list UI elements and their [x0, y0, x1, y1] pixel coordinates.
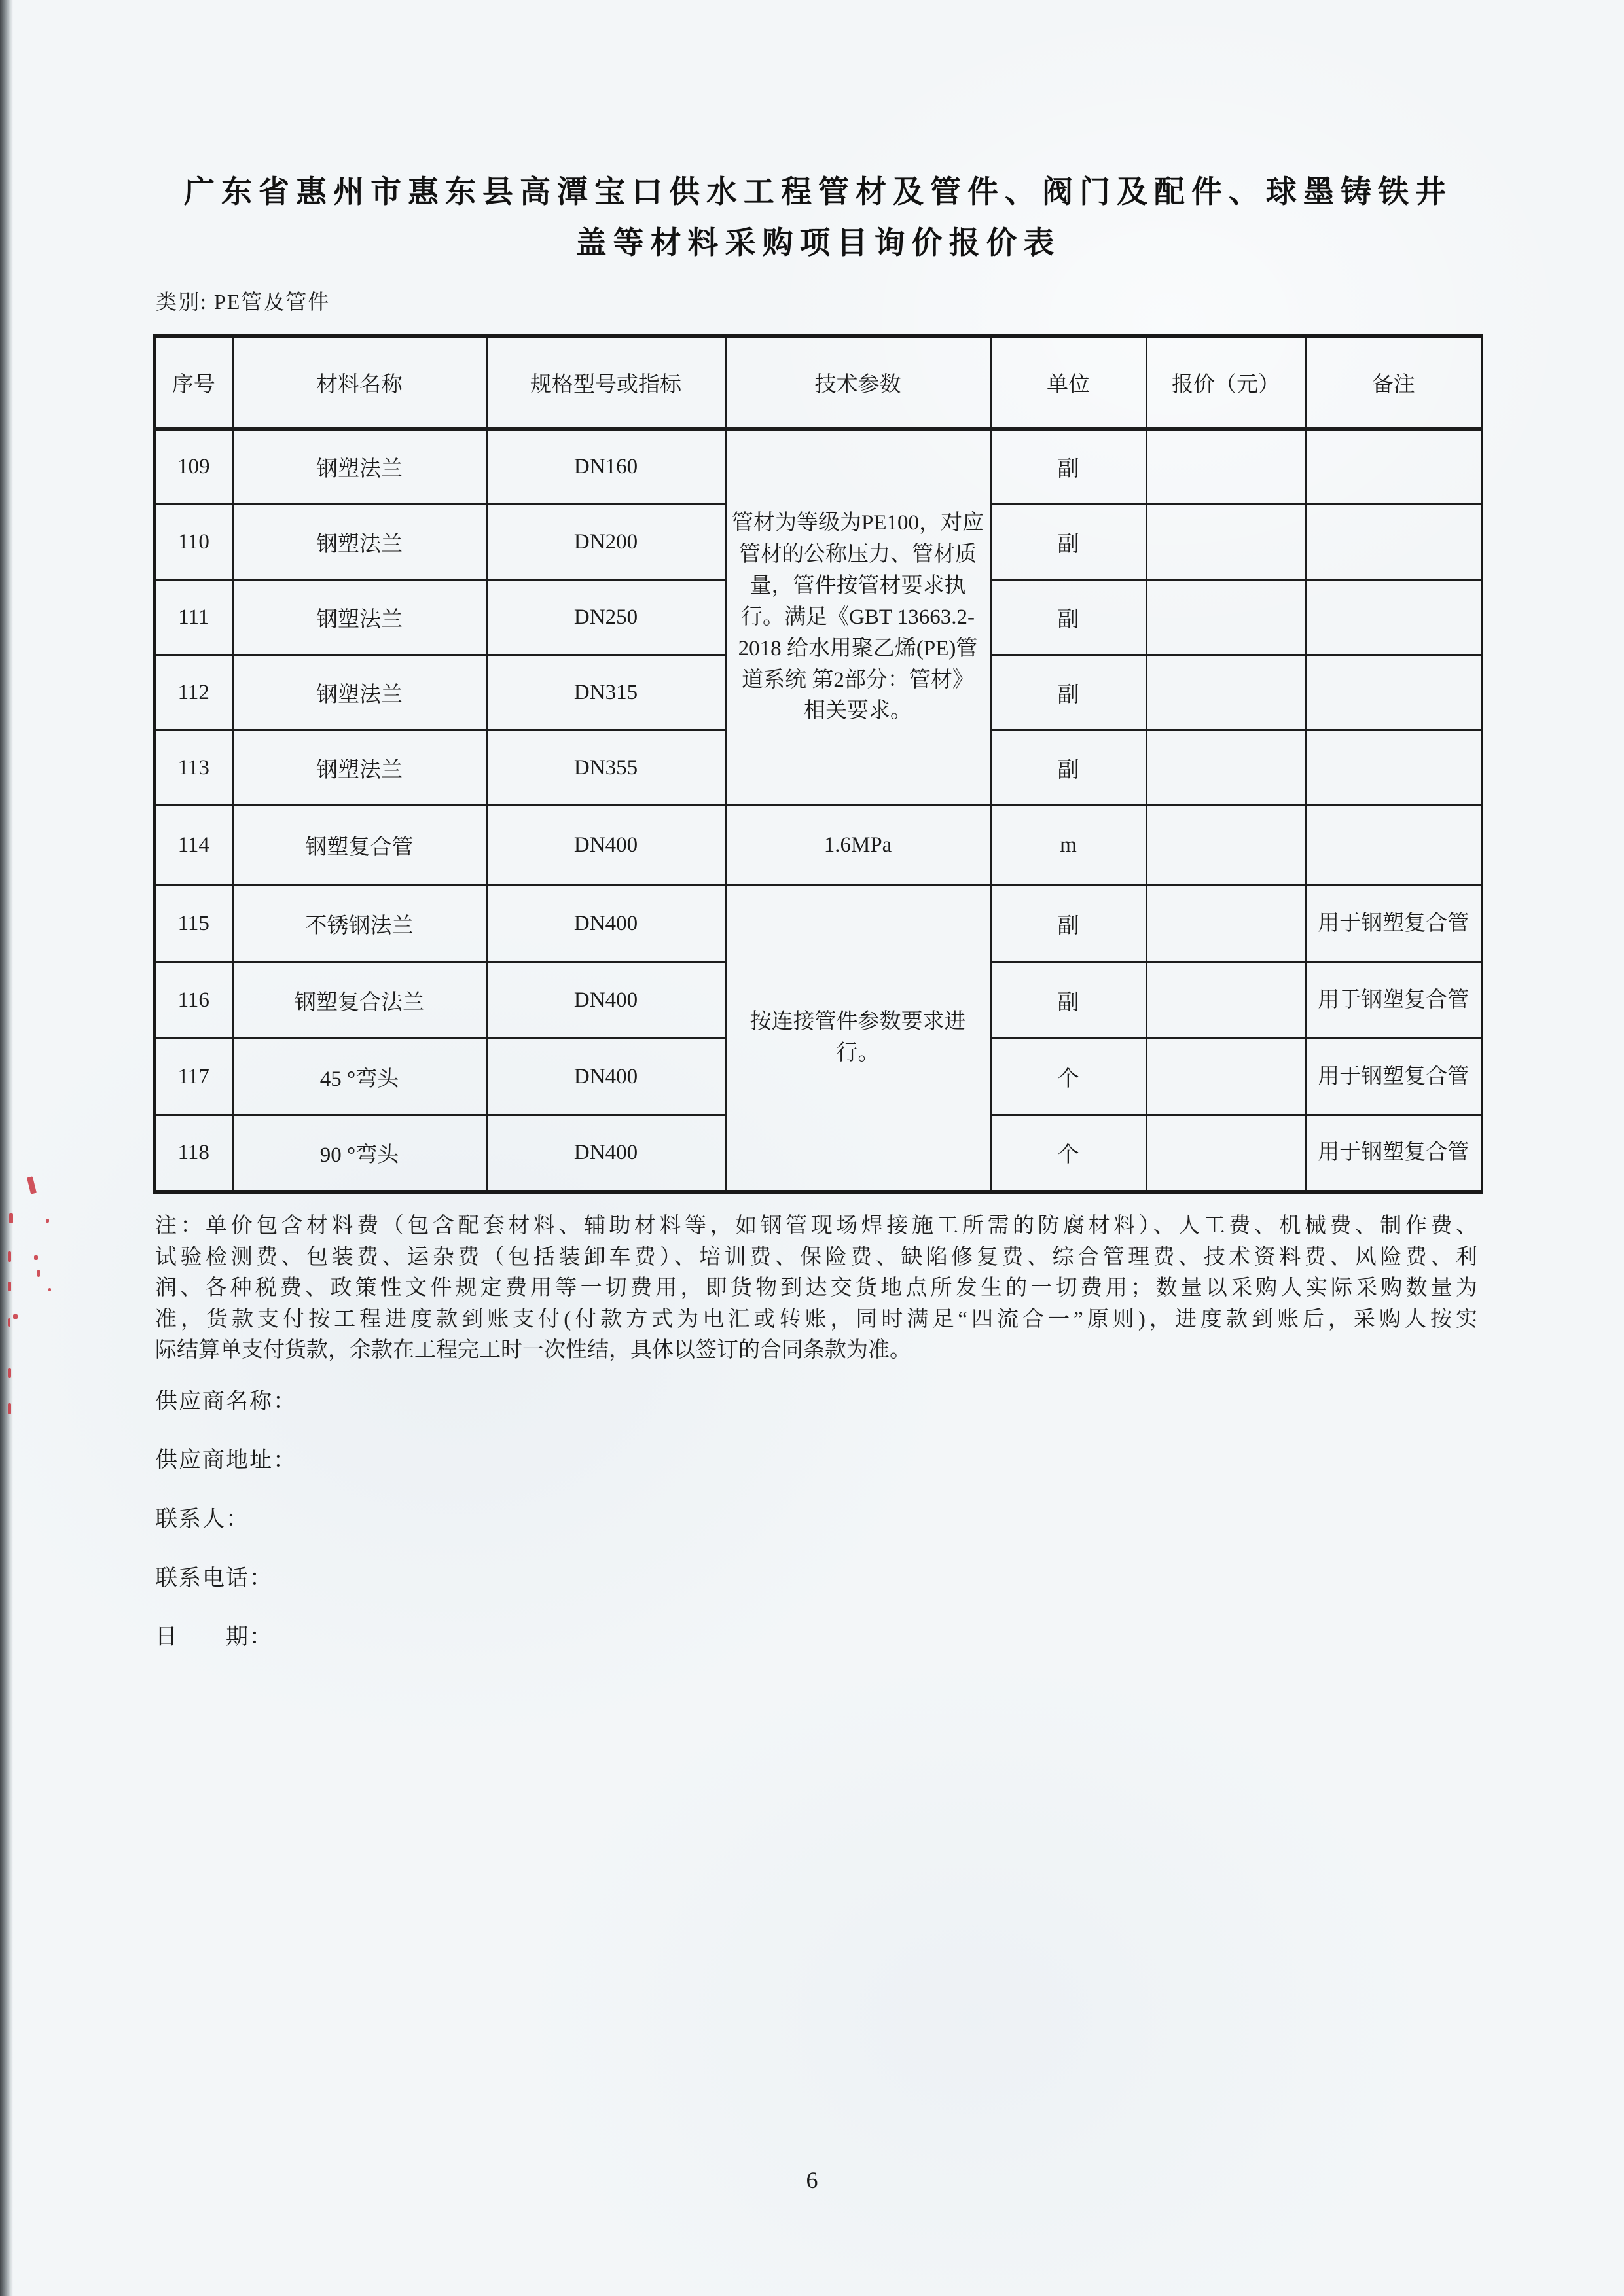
cell-unit: 个	[990, 1039, 1146, 1115]
cell-seq: 116	[154, 962, 232, 1039]
cell-unit: 副	[990, 429, 1146, 505]
red-scan-artifact	[13, 1314, 18, 1319]
note-line-2: 试验检测费、包装费、运杂费（包括装卸车费）、培训费、保险费、缺陷修复费、综合管理费、技术资料费、风险费、利	[155, 1245, 1477, 1269]
cell-spec: DN400	[486, 1039, 725, 1115]
cell-remark	[1305, 429, 1482, 505]
red-scan-artifact	[8, 1368, 11, 1378]
header-seq: 序号	[154, 336, 232, 429]
supplier-name-label: 供应商名称：	[155, 1390, 297, 1414]
note-line-5: 际结算单支付货款，余款在工程完工时一次性结，具体以签订的合同条款为准。	[155, 1338, 911, 1362]
cell-material-name: 钢塑法兰	[232, 505, 486, 580]
cell-spec: DN315	[486, 655, 725, 730]
contact-person-label: 联系人：	[155, 1507, 249, 1532]
cell-spec: DN200	[486, 505, 725, 580]
table-row-109	[154, 429, 1482, 505]
cell-material-name: 钢塑复合管	[232, 806, 486, 886]
cell-price	[1146, 505, 1305, 580]
header-tech-params: 技术参数	[725, 336, 990, 429]
cell-price	[1146, 580, 1305, 655]
cell-remark: 用于钢塑复合管	[1305, 962, 1482, 1039]
red-scan-artifact	[9, 1213, 13, 1223]
note-line-4: 准，货款支付按工程进度款到账支付(付款方式为电汇或转账，同时满足“四流合一”原则)，进度款到账后，采购人按实	[155, 1307, 1477, 1331]
red-scan-artifact	[8, 1251, 11, 1262]
page-number: 6	[806, 2167, 818, 2193]
cell-material-name: 钢塑复合法兰	[232, 962, 486, 1039]
scan-edge-artifact	[0, 0, 13, 2296]
quotation-table	[153, 334, 1483, 1194]
cell-tech-params-merged-pe: 管材为等级为PE100，对应管材的公称压力、管材质量，管件按管材要求执行。满足《GBT 13663.2-2018 给水用聚乙烯(PE)管道系统 第2部分：管材》相关要求。	[725, 429, 990, 806]
cell-seq: 117	[154, 1039, 232, 1115]
cell-tech-params-merged-connection: 按连接管件参数要求进行。	[725, 886, 990, 1192]
cell-price	[1146, 962, 1305, 1039]
table-row-115	[154, 886, 1482, 962]
cell-price	[1146, 806, 1305, 886]
cell-spec: DN160	[486, 429, 725, 505]
red-scan-artifact	[27, 1176, 37, 1194]
cell-price	[1146, 730, 1305, 806]
table-header-row	[154, 336, 1482, 429]
cell-seq: 118	[154, 1115, 232, 1192]
cell-spec: DN400	[486, 1115, 725, 1192]
header-remark: 备注	[1305, 336, 1482, 429]
table-row-114	[154, 806, 1482, 886]
cell-seq: 114	[154, 806, 232, 886]
header-unit: 单位	[990, 336, 1146, 429]
red-scan-artifact	[48, 1288, 51, 1291]
cell-remark	[1305, 806, 1482, 886]
category-label: 类别: PE管及管件	[156, 290, 331, 314]
header-spec: 规格型号或指标	[486, 336, 725, 429]
cell-seq: 109	[154, 429, 232, 505]
cell-material-name: 不锈钢法兰	[232, 886, 486, 962]
cell-tech-params: 1.6MPa	[725, 806, 990, 886]
cell-spec: DN355	[486, 730, 725, 806]
red-scan-artifact	[8, 1318, 10, 1327]
cell-spec: DN400	[486, 886, 725, 962]
date-label: 日 期：	[155, 1625, 273, 1649]
document-title	[157, 166, 1479, 268]
cell-price	[1146, 1115, 1305, 1192]
cell-price	[1146, 429, 1305, 505]
red-scan-artifact	[8, 1282, 11, 1291]
cell-price	[1146, 655, 1305, 730]
contact-phone-label: 联系电话：	[155, 1566, 273, 1590]
cell-unit: 个	[990, 1115, 1146, 1192]
cell-seq: 115	[154, 886, 232, 962]
note-paragraph	[155, 1211, 1477, 1367]
cell-seq: 110	[154, 505, 232, 580]
cell-spec: DN250	[486, 580, 725, 655]
cell-spec: DN400	[486, 806, 725, 886]
cell-unit: 副	[990, 580, 1146, 655]
cell-unit: 副	[990, 655, 1146, 730]
cell-remark	[1305, 730, 1482, 806]
cell-unit: 副	[990, 886, 1146, 962]
supplier-address-label: 供应商地址：	[155, 1448, 297, 1473]
cell-material-name: 钢塑法兰	[232, 655, 486, 730]
title-line-2: 盖等材料采购项目询价报价表	[575, 225, 1061, 260]
cell-unit: 副	[990, 730, 1146, 806]
header-material-name: 材料名称	[232, 336, 486, 429]
cell-unit: m	[990, 806, 1146, 886]
cell-seq: 113	[154, 730, 232, 806]
cell-unit: 副	[990, 962, 1146, 1039]
red-scan-artifact	[34, 1255, 38, 1260]
cell-material-name: 45 °弯头	[232, 1039, 486, 1115]
cell-remark: 用于钢塑复合管	[1305, 1039, 1482, 1115]
red-scan-artifact	[37, 1270, 40, 1277]
cell-price	[1146, 886, 1305, 962]
note-line-1: 注：单价包含材料费（包含配套材料、辅助材料等，如钢管现场焊接施工所需的防腐材料）、人工费、机械费、制作费、	[155, 1214, 1477, 1238]
cell-remark: 用于钢塑复合管	[1305, 1115, 1482, 1192]
cell-remark: 用于钢塑复合管	[1305, 886, 1482, 962]
red-scan-artifact	[46, 1219, 49, 1223]
cell-material-name: 钢塑法兰	[232, 580, 486, 655]
cell-unit: 副	[990, 505, 1146, 580]
cell-material-name: 钢塑法兰	[232, 429, 486, 505]
red-scan-artifact	[8, 1403, 11, 1414]
cell-material-name: 90 °弯头	[232, 1115, 486, 1192]
cell-remark	[1305, 580, 1482, 655]
cell-seq: 112	[154, 655, 232, 730]
cell-remark	[1305, 655, 1482, 730]
cell-spec: DN400	[486, 962, 725, 1039]
title-line-1: 广东省惠州市惠东县高潭宝口供水工程管材及管件、阀门及配件、球墨铸铁井	[184, 174, 1453, 209]
cell-material-name: 钢塑法兰	[232, 730, 486, 806]
cell-seq: 111	[154, 580, 232, 655]
supplier-info-block	[155, 1389, 297, 1683]
header-price: 报价（元）	[1146, 336, 1305, 429]
note-line-3: 润、各种税费、政策性文件规定费用等一切费用，即货物到达交货地点所发生的一切费用；数量以采购人实际采购数量为	[155, 1276, 1477, 1300]
cell-remark	[1305, 505, 1482, 580]
cell-price	[1146, 1039, 1305, 1115]
